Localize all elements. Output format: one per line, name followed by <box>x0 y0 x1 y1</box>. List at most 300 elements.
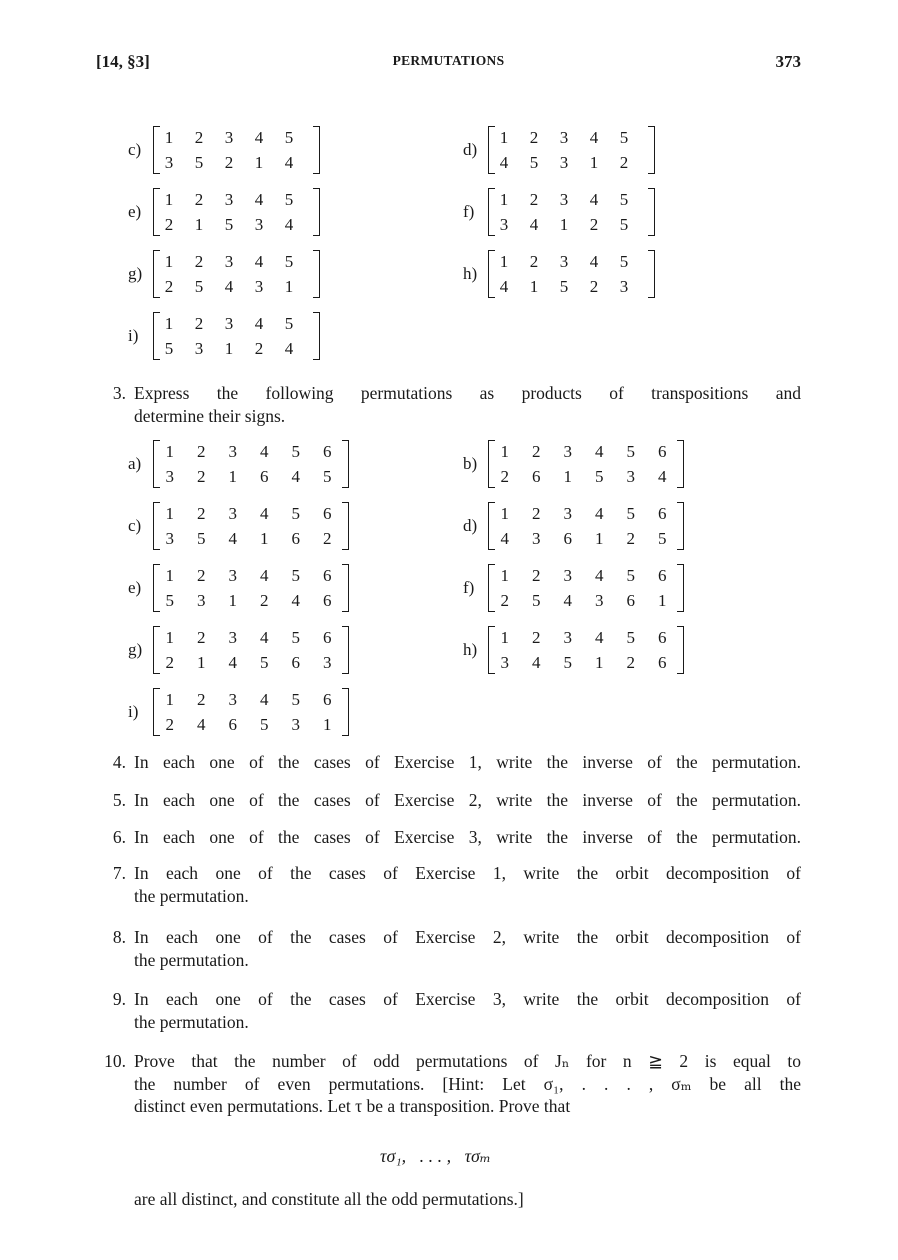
matrix-entry: 3 <box>500 653 509 672</box>
permutation-case <box>128 188 328 236</box>
matrix-top-row <box>489 566 678 586</box>
permutation-case <box>463 250 663 298</box>
matrix-entry: 2 <box>626 653 635 672</box>
matrix-entry: 3 <box>224 128 234 147</box>
case-label: d) <box>463 516 478 535</box>
matrix-entry: 2 <box>529 252 539 271</box>
permutation-case <box>463 502 703 550</box>
matrix-entry: 6 <box>532 467 541 486</box>
matrix-entry: 1 <box>284 277 294 296</box>
matrix-entry: 1 <box>194 215 204 234</box>
matrix-entry: 5 <box>529 153 539 172</box>
matrix-entry: 3 <box>559 153 569 172</box>
matrix-entry: 3 <box>197 591 206 610</box>
matrix-entry: 6 <box>323 628 332 647</box>
matrix-entry: 3 <box>224 252 234 271</box>
case-label: h) <box>463 640 478 659</box>
permutation-case <box>463 188 663 236</box>
matrix-entry: 3 <box>228 566 237 585</box>
matrix-entry: 4 <box>260 504 269 523</box>
matrix-entry: 2 <box>532 628 541 647</box>
matrix-entry: 2 <box>194 190 204 209</box>
matrix-bottom-row <box>154 277 304 297</box>
matrix-entry: 4 <box>529 215 539 234</box>
exercise-number: 8. <box>112 927 126 947</box>
matrix-entry: 5 <box>197 529 206 548</box>
matrix-entry: 5 <box>284 314 294 333</box>
matrix-entry: 5 <box>619 190 629 209</box>
exercise-7 <box>96 862 801 910</box>
matrix-entry: 5 <box>260 653 269 672</box>
matrix-top-row <box>154 442 343 462</box>
matrix-entry: 6 <box>228 715 237 734</box>
matrix-entry: 2 <box>260 591 269 610</box>
matrix-entry: 2 <box>532 504 541 523</box>
matrix-entry: 2 <box>194 252 204 271</box>
running-title: PERMUTATIONS <box>392 53 505 68</box>
exercise-text <box>134 789 801 812</box>
matrix-entry: 2 <box>626 529 635 548</box>
case-label: i) <box>128 702 139 721</box>
matrix-bottom-row <box>154 153 304 173</box>
matrix-entry: 4 <box>589 252 599 271</box>
matrix-entry: 4 <box>499 277 509 296</box>
matrix-entry: 4 <box>284 215 294 234</box>
case-label: a) <box>128 454 142 473</box>
matrix-entry: 3 <box>563 504 572 523</box>
exercise-number: 6. <box>112 827 126 847</box>
matrix-entry: 3 <box>563 442 572 461</box>
matrix-entry: 6 <box>323 566 332 585</box>
matrix-entry: 1 <box>164 252 174 271</box>
matrix-entry: 3 <box>228 690 237 709</box>
matrix-entry: 3 <box>323 653 332 672</box>
matrix-entry: 3 <box>224 190 234 209</box>
matrix-top-row <box>489 504 678 524</box>
matrix-entry: 4 <box>254 314 264 333</box>
matrix-entry: 3 <box>559 190 569 209</box>
case-label: f) <box>463 578 475 597</box>
permutation-matrix <box>153 250 320 298</box>
matrix-entry: 1 <box>228 467 237 486</box>
matrix-entry: 1 <box>589 153 599 172</box>
matrix-entry: 6 <box>626 591 635 610</box>
matrix-entry: 5 <box>595 467 604 486</box>
matrix-entry: 2 <box>197 690 206 709</box>
matrix-top-row <box>489 442 678 462</box>
matrix-entry: 6 <box>323 690 332 709</box>
matrix-entry: 6 <box>563 529 572 548</box>
matrix-entry: 1 <box>165 628 174 647</box>
exercise-text-line: distinct even permutations. Let τ be a transposition. Prove that <box>134 1096 571 1116</box>
permutation-case <box>463 626 703 674</box>
matrix-entry: 6 <box>658 504 667 523</box>
matrix-entry: 2 <box>532 566 541 585</box>
matrix-top-row <box>489 252 639 272</box>
matrix-entry: 3 <box>626 467 635 486</box>
matrix-bottom-row <box>489 277 639 297</box>
matrix-entry: 4 <box>500 529 509 548</box>
matrix-entry: 5 <box>619 215 629 234</box>
matrix-entry: 5 <box>323 467 332 486</box>
matrix-entry: 1 <box>595 653 604 672</box>
exercise-4 <box>96 751 801 775</box>
matrix-entry: 1 <box>529 277 539 296</box>
matrix-entry: 1 <box>658 591 667 610</box>
matrix-top-row <box>154 504 343 524</box>
matrix-entry: 4 <box>595 442 604 461</box>
exercise-text-line: In each one of the cases of Exercise 1, write the inverse of the permutation. <box>134 752 801 772</box>
matrix-entry: 1 <box>260 529 269 548</box>
matrix-entry: 5 <box>559 277 569 296</box>
exercise-text <box>134 988 801 1033</box>
matrix-entry: 3 <box>228 442 237 461</box>
matrix-entry: 2 <box>197 566 206 585</box>
exercise-text-line: In each one of the cases of Exercise 3, write the orbit decomposition of <box>134 989 801 1009</box>
matrix-entry: 5 <box>626 628 635 647</box>
matrix-entry: 5 <box>224 215 234 234</box>
matrix-entry: 5 <box>291 566 300 585</box>
matrix-entry: 1 <box>499 252 509 271</box>
matrix-entry: 5 <box>284 252 294 271</box>
matrix-entry: 4 <box>595 628 604 647</box>
matrix-entry: 2 <box>164 277 174 296</box>
matrix-entry: 2 <box>197 504 206 523</box>
matrix-entry: 4 <box>291 467 300 486</box>
permutation-matrix <box>488 626 684 674</box>
matrix-entry: 3 <box>532 529 541 548</box>
matrix-entry: 6 <box>323 442 332 461</box>
matrix-entry: 2 <box>529 190 539 209</box>
matrix-entry: 1 <box>500 442 509 461</box>
matrix-entry: 4 <box>260 628 269 647</box>
matrix-entry: 2 <box>197 628 206 647</box>
matrix-entry: 4 <box>254 252 264 271</box>
permutation-matrix <box>153 126 320 174</box>
permutation-matrix <box>488 564 684 612</box>
matrix-top-row <box>154 128 304 148</box>
matrix-entry: 1 <box>254 153 264 172</box>
matrix-entry: 4 <box>197 715 206 734</box>
permutation-case <box>128 626 368 674</box>
matrix-entry: 1 <box>500 566 509 585</box>
permutation-matrix <box>153 626 349 674</box>
matrix-entry: 5 <box>194 153 204 172</box>
matrix-entry: 4 <box>228 529 237 548</box>
case-label: i) <box>128 326 139 345</box>
matrix-entry: 5 <box>165 591 174 610</box>
case-label: c) <box>128 140 142 159</box>
matrix-entry: 2 <box>589 215 599 234</box>
exercise-text-line: In each one of the cases of Exercise 2, write the inverse of the permutation. <box>134 790 801 810</box>
matrix-entry: 1 <box>165 442 174 461</box>
permutation-matrix <box>153 188 320 236</box>
matrix-bottom-row <box>489 153 639 173</box>
permutation-matrix <box>488 502 684 550</box>
exercise-5 <box>96 789 801 813</box>
matrix-entry: 1 <box>224 339 234 358</box>
permutation-matrix <box>488 250 655 298</box>
exercise-text <box>134 751 801 774</box>
matrix-entry: 2 <box>165 653 174 672</box>
matrix-entry: 1 <box>559 215 569 234</box>
matrix-entry: 2 <box>500 467 509 486</box>
case-label: c) <box>128 516 142 535</box>
matrix-entry: 3 <box>194 339 204 358</box>
matrix-top-row <box>489 128 639 148</box>
matrix-entry: 3 <box>165 467 174 486</box>
matrix-entry: 2 <box>323 529 332 548</box>
exercise-text <box>134 826 801 849</box>
exercise-text-line: Express the following permutations as products of transpositions and <box>134 383 801 403</box>
matrix-entry: 4 <box>563 591 572 610</box>
matrix-entry: 4 <box>589 190 599 209</box>
matrix-entry: 6 <box>291 653 300 672</box>
matrix-entry: 1 <box>563 467 572 486</box>
exercise-number: 3. <box>112 383 126 403</box>
matrix-entry: 5 <box>291 690 300 709</box>
permutation-case <box>128 312 328 360</box>
matrix-entry: 3 <box>228 504 237 523</box>
matrix-entry: 6 <box>323 504 332 523</box>
matrix-entry: 4 <box>589 128 599 147</box>
display-formula: τσ₁, . . . , τσₘ <box>380 1146 491 1166</box>
matrix-entry: 5 <box>626 504 635 523</box>
matrix-entry: 4 <box>284 339 294 358</box>
matrix-bottom-row <box>154 467 343 487</box>
exercise-number: 4. <box>112 752 126 772</box>
case-label: g) <box>128 640 143 659</box>
exercise-text-line: are all distinct, and constitute all the odd permutations.] <box>134 1189 524 1209</box>
matrix-entry: 6 <box>658 442 667 461</box>
matrix-entry: 2 <box>197 467 206 486</box>
matrix-entry: 3 <box>563 566 572 585</box>
matrix-entry: 4 <box>499 153 509 172</box>
matrix-entry: 4 <box>595 504 604 523</box>
permutation-case <box>128 250 328 298</box>
case-label: e) <box>128 202 142 221</box>
matrix-entry: 1 <box>228 591 237 610</box>
exercise-text <box>134 1050 801 1118</box>
exercise-text-line: determine their signs. <box>134 405 286 426</box>
matrix-entry: 3 <box>563 628 572 647</box>
matrix-entry: 3 <box>254 277 264 296</box>
exercise-6 <box>96 826 801 850</box>
matrix-top-row <box>489 190 639 210</box>
permutation-matrix <box>153 312 320 360</box>
matrix-bottom-row <box>489 529 678 549</box>
matrix-entry: 1 <box>164 128 174 147</box>
permutation-matrix <box>153 502 349 550</box>
matrix-entry: 2 <box>164 215 174 234</box>
matrix-entry: 2 <box>619 153 629 172</box>
permutation-case <box>128 688 368 736</box>
matrix-entry: 3 <box>595 591 604 610</box>
matrix-entry: 5 <box>619 252 629 271</box>
matrix-entry: 3 <box>165 529 174 548</box>
matrix-entry: 6 <box>260 467 269 486</box>
matrix-entry: 2 <box>589 277 599 296</box>
permutation-case <box>463 440 703 488</box>
page-number: 373 <box>775 52 801 71</box>
matrix-entry: 4 <box>532 653 541 672</box>
matrix-entry: 3 <box>224 314 234 333</box>
matrix-top-row <box>489 628 678 648</box>
matrix-entry: 4 <box>260 442 269 461</box>
exercise-text-line: Prove that the number of odd permutations of Jₙ for n ≧ 2 is equal to <box>134 1051 801 1071</box>
matrix-bottom-row <box>489 653 678 673</box>
matrix-entry: 4 <box>595 566 604 585</box>
matrix-entry: 2 <box>194 128 204 147</box>
matrix-entry: 3 <box>164 153 174 172</box>
permutation-case <box>128 440 368 488</box>
matrix-entry: 2 <box>194 314 204 333</box>
exercise-9 <box>96 988 801 1036</box>
matrix-entry: 5 <box>291 442 300 461</box>
matrix-entry: 2 <box>165 715 174 734</box>
matrix-entry: 5 <box>291 628 300 647</box>
matrix-bottom-row <box>489 215 639 235</box>
section-reference: [14, §3] <box>96 52 150 71</box>
matrix-bottom-row <box>154 653 343 673</box>
exercise-text <box>134 862 801 907</box>
matrix-entry: 6 <box>323 591 332 610</box>
matrix-entry: 5 <box>626 566 635 585</box>
matrix-bottom-row <box>489 591 678 611</box>
permutation-matrix <box>153 564 349 612</box>
matrix-entry: 5 <box>563 653 572 672</box>
matrix-entry: 3 <box>499 215 509 234</box>
matrix-top-row <box>154 252 304 272</box>
exercise-number: 9. <box>112 989 126 1009</box>
matrix-entry: 5 <box>658 529 667 548</box>
matrix-entry: 5 <box>194 277 204 296</box>
permutation-matrix <box>153 688 349 736</box>
running-header <box>96 52 801 74</box>
permutation-matrix <box>153 440 349 488</box>
matrix-entry: 1 <box>499 128 509 147</box>
matrix-entry: 3 <box>291 715 300 734</box>
matrix-top-row <box>154 566 343 586</box>
matrix-entry: 2 <box>224 153 234 172</box>
matrix-entry: 6 <box>658 653 667 672</box>
matrix-entry: 4 <box>260 566 269 585</box>
exercise-text-line: In each one of the cases of Exercise 1, write the orbit decomposition of <box>134 863 801 883</box>
matrix-entry: 4 <box>254 128 264 147</box>
permutation-case <box>128 502 368 550</box>
matrix-entry: 5 <box>291 504 300 523</box>
permutation-matrix <box>488 188 655 236</box>
matrix-entry: 5 <box>626 442 635 461</box>
matrix-entry: 4 <box>291 591 300 610</box>
matrix-entry: 3 <box>254 215 264 234</box>
permutation-matrix <box>488 126 655 174</box>
matrix-entry: 1 <box>164 314 174 333</box>
matrix-entry: 5 <box>284 190 294 209</box>
exercise-text-line: In each one of the cases of Exercise 3, write the inverse of the permutation. <box>134 827 801 847</box>
matrix-entry: 6 <box>291 529 300 548</box>
permutation-case <box>463 564 703 612</box>
matrix-entry: 2 <box>197 442 206 461</box>
permutation-case <box>128 564 368 612</box>
matrix-top-row <box>154 628 343 648</box>
matrix-entry: 1 <box>595 529 604 548</box>
exercise-number: 10. <box>104 1051 126 1071</box>
matrix-bottom-row <box>489 467 678 487</box>
matrix-entry: 2 <box>532 442 541 461</box>
matrix-entry: 1 <box>165 504 174 523</box>
matrix-entry: 3 <box>228 628 237 647</box>
case-label: b) <box>463 454 478 473</box>
case-label: h) <box>463 264 478 283</box>
matrix-entry: 5 <box>284 128 294 147</box>
permutation-case <box>128 126 328 174</box>
matrix-entry: 6 <box>658 628 667 647</box>
matrix-bottom-row <box>154 215 304 235</box>
matrix-entry: 3 <box>619 277 629 296</box>
matrix-entry: 4 <box>260 690 269 709</box>
matrix-entry: 4 <box>284 153 294 172</box>
matrix-bottom-row <box>154 529 343 549</box>
case-label: e) <box>128 578 142 597</box>
exercise-text <box>134 926 801 971</box>
exercise-text <box>134 382 801 427</box>
permutation-case <box>463 126 663 174</box>
matrix-entry: 1 <box>499 190 509 209</box>
exercise-10-conclusion <box>134 1188 801 1212</box>
matrix-entry: 5 <box>164 339 174 358</box>
case-label: f) <box>463 202 475 221</box>
exercise-text-line: the permutation. <box>134 949 249 970</box>
matrix-entry: 4 <box>224 277 234 296</box>
matrix-entry: 2 <box>254 339 264 358</box>
exercise-text-line: In each one of the cases of Exercise 2, write the orbit decomposition of <box>134 927 801 947</box>
matrix-entry: 6 <box>658 566 667 585</box>
exercise-10 <box>96 1050 801 1122</box>
exercise-text-line: the permutation. <box>134 885 249 906</box>
matrix-bottom-row <box>154 715 343 735</box>
matrix-entry: 1 <box>197 653 206 672</box>
permutation-matrix <box>488 440 684 488</box>
matrix-entry: 5 <box>619 128 629 147</box>
matrix-top-row <box>154 190 304 210</box>
matrix-entry: 1 <box>500 504 509 523</box>
case-label: d) <box>463 140 478 159</box>
matrix-entry: 4 <box>254 190 264 209</box>
exercise-8 <box>96 926 801 974</box>
exercise-text-line: the number of even permutations. [Hint: Let σ₁, . . . , σₘ be all the <box>134 1073 801 1094</box>
matrix-entry: 1 <box>165 690 174 709</box>
matrix-entry: 1 <box>500 628 509 647</box>
matrix-entry: 4 <box>228 653 237 672</box>
matrix-entry: 3 <box>559 252 569 271</box>
matrix-entry: 1 <box>164 190 174 209</box>
matrix-entry: 5 <box>532 591 541 610</box>
matrix-entry: 2 <box>500 591 509 610</box>
exercise-text-line: the permutation. <box>134 1011 249 1032</box>
exercise-number: 5. <box>112 790 126 810</box>
exercise-3 <box>96 382 801 432</box>
matrix-entry: 3 <box>559 128 569 147</box>
matrix-bottom-row <box>154 339 304 359</box>
exercise-number: 7. <box>112 863 126 883</box>
matrix-entry: 2 <box>529 128 539 147</box>
matrix-bottom-row <box>154 591 343 611</box>
matrix-top-row <box>154 690 343 710</box>
matrix-entry: 1 <box>323 715 332 734</box>
matrix-top-row <box>154 314 304 334</box>
matrix-entry: 5 <box>260 715 269 734</box>
